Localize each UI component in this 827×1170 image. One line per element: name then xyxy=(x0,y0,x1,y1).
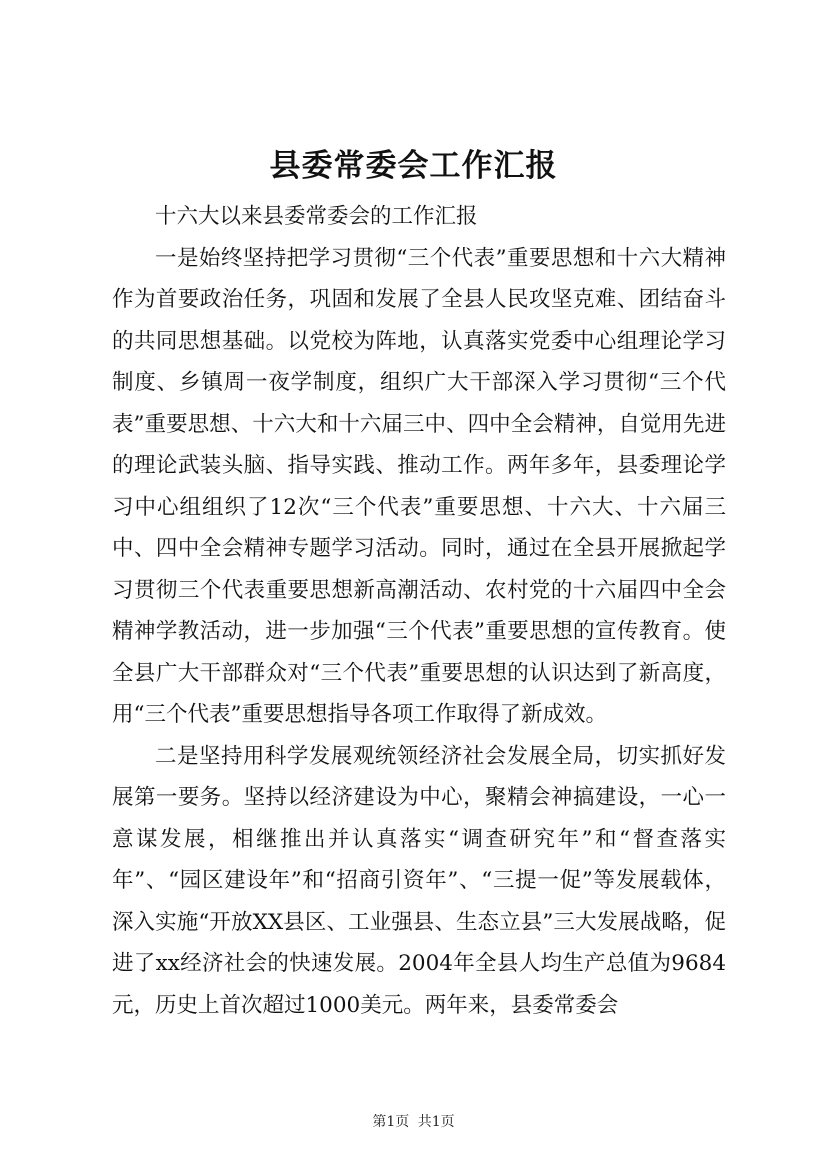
page-footer xyxy=(0,1112,827,1132)
paragraph-1: 一是始终坚持把学习贯彻“三个代表”重要思想和十六大精神作为首要政治任务，巩固和发展了全县人民攻坚克难、团结奋斗的共同思想基础。以党校为阵地，认真落实党委中心组理论学习制度、乡镇周一夜学制度，组织广大干部深入学习贯彻“三个代表”重要思想、十六大和十六届三中、四中全会精神，自觉用先进的理论武装头脑、指导实践、推动工作。两年多年，县委理论学习中心组组织了12次“三个代表”重要思想、十六大、十六届三中、四中全会精神专题学习活动。同时，通过在全县开展掀起学习贯彻三个代表重要思想新高潮活动、农村党的十六届四中全会精神学教活动，进一步加强“三个代表”重要思想的宣传教育。使全县广大干部群众对“三个代表”重要思想的认识达到了新高度，用“三个代表”重要思想指导各项工作取得了新成效。 xyxy=(112,245,726,727)
page-total: 共1页 xyxy=(417,1114,455,1130)
document-title: 县委常委会工作汇报 xyxy=(269,148,558,184)
paragraph-2: 二是坚持用科学发展观统领经济社会发展全局，切实抓好发展第一要务。坚持以经济建设为中心，聚精会神搞建设，一心一意谋发展，相继推出并认真落实“调查研究年”和“督查落实年”、“园区建设年”和“招商引资年”、“三提一促”等发展载体，深入实施“开放XX县区、工业强县、生态立县”三大发展战略，促进了xx经济社会的快速发展。2004年全县人均生产总值为9684元，历史上首次超过1000美元。两年来，县委常委会 xyxy=(112,743,726,1018)
document-body xyxy=(112,196,726,1026)
document-subtitle: 十六大以来县委常委会的工作汇报 xyxy=(155,204,478,229)
page-number: 第1页 xyxy=(372,1114,410,1130)
